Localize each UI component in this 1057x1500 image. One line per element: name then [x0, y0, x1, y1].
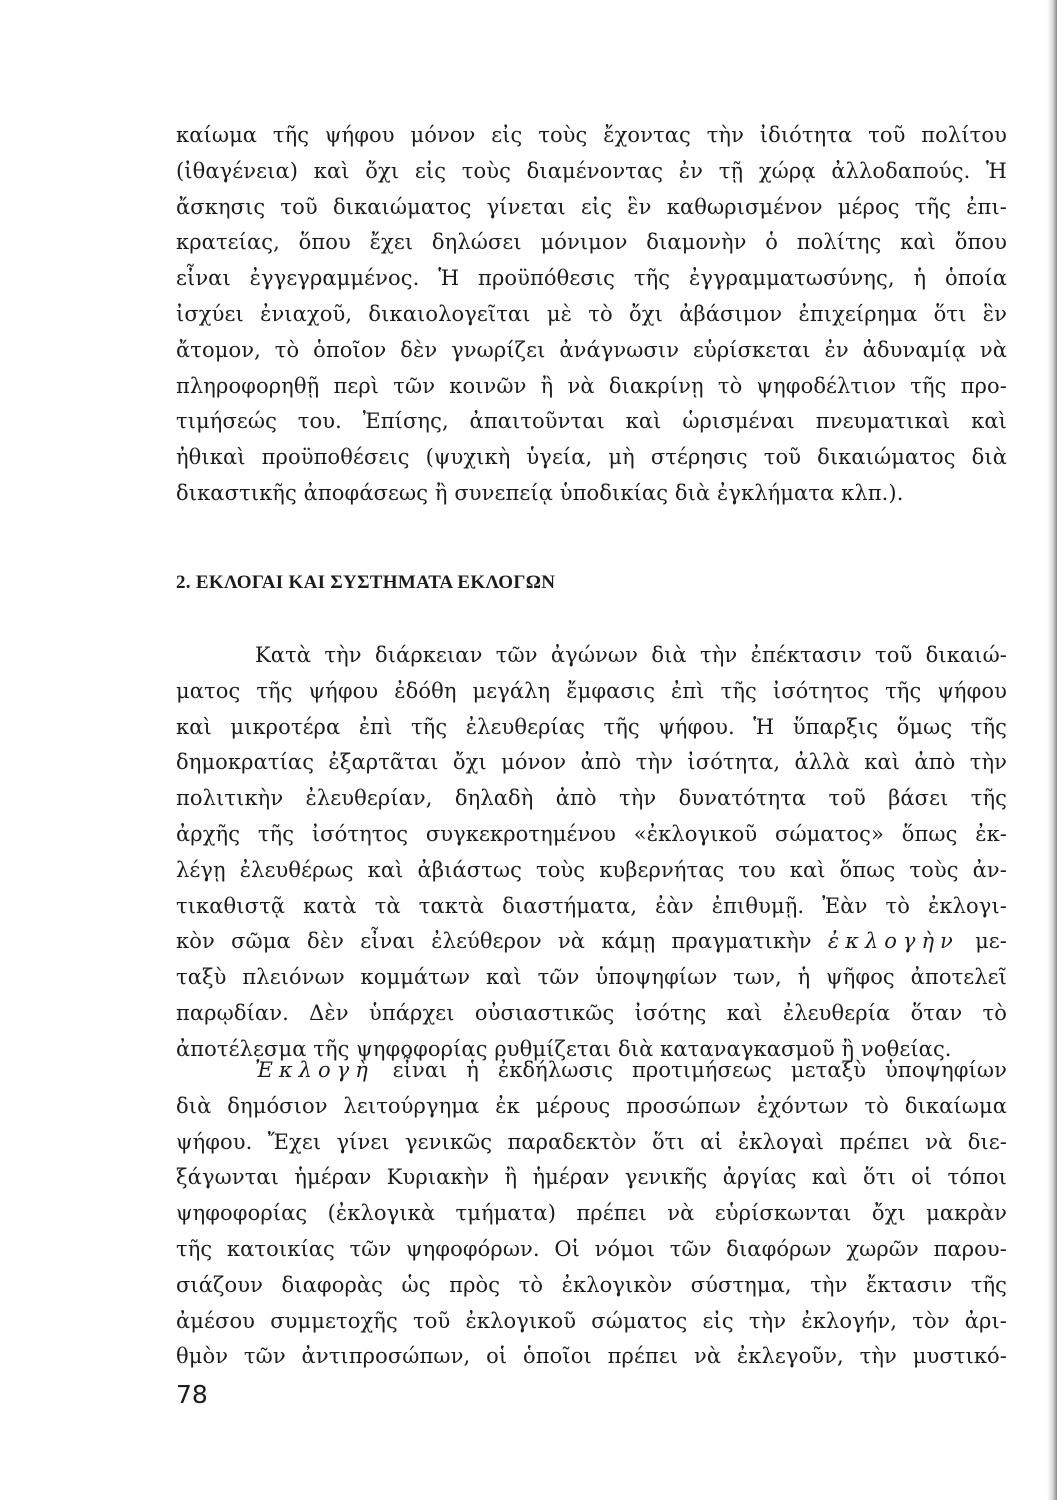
text-line: διὰ δημόσιον λειτούργημα ἐκ μέρους προσώπων ἐχόντων τὸ δικαίωμα: [176, 1093, 1007, 1118]
text-line: θμὸν τῶν ἀντιπροσώπων, οἱ ὁποῖοι πρέπει νὰ ἐκλεγοῦν, τὴν μυστικό-: [176, 1344, 1007, 1369]
text-line: εἶναι ἐγγεγραμμένος. Ἡ προϋπόθεσις τῆς ἐγγραμματωσύνης, ἡ ὁποία: [176, 266, 1007, 291]
paragraph-electoral-freedom: [176, 638, 1007, 1068]
text-line: σιάζουν διαφορὰς ὡς πρὸς τὸ ἐκλογικὸν σύστημα, τὴν ἔκτασιν τῆς: [176, 1272, 1007, 1297]
text-line: ἠθικαὶ προϋποθέσεις (ψυχικὴ ὑγεία, μὴ στέρησις τοῦ δικαιώματος διὰ: [176, 445, 1007, 470]
text-line: λέγῃ ἐλευθέρως καὶ ἀβιάστως τοὺς κυβερνήτας του καὶ ὅπως τοὺς ἀν-: [176, 857, 1007, 882]
text-fragment: με-: [975, 929, 1007, 954]
text-line: ψηφοφορίας (ἐκλογικὰ τμήματα) πρέπει νὰ εὑρίσκωνται ὄχι μακρὰν: [176, 1201, 1007, 1226]
text-line: δημοκρατίας ἐξαρτᾶται ὄχι μόνον ἀπὸ τὴν ἰσότητα, ἀλλὰ καὶ ἀπὸ τὴν: [176, 750, 1007, 775]
text-line: τῆς κατοικίας τῶν ψηφοφόρων. Οἱ νόμοι τῶν διαφόρων χωρῶν παρου-: [176, 1236, 1007, 1261]
text-line: ἄτομον, τὸ ὁποῖον δὲν γνωρίζει ἀνάγνωσιν εὑρίσκεται ἐν ἀδυναμίᾳ νὰ: [176, 337, 1007, 362]
text-line: ἀμέσου συμμετοχῆς τοῦ ἐκλογικοῦ σώματος εἰς τὴν ἐκλογήν, τὸν ἀρι-: [176, 1308, 1007, 1333]
page-edge-shadow: [1047, 0, 1057, 1500]
paragraph-text: [176, 1053, 1007, 1375]
text-fragment: κὸν σῶμα δὲν εἶναι ἐλεύθερον νὰ κάμῃ πραγματικὴν: [176, 929, 812, 954]
emphasized-term: ἐκλογὴν: [827, 929, 959, 954]
text-line: ἄσκησις τοῦ δικαιώματος γίνεται εἰς ἓν καθωρισμένον μέρος τῆς ἐπι-: [176, 194, 1007, 219]
text-line: ταξὺ πλειόνων κομμάτων καὶ τῶν ὑποψηφίων των, ἡ ψῆφος ἀποτελεῖ: [176, 965, 1007, 990]
text-line: [176, 924, 1007, 960]
page-number: 78: [176, 1380, 208, 1409]
text-line: ματος τῆς ψήφου ἐδόθη μεγάλη ἔμφασις ἐπὶ τῆς ἰσότητος τῆς ψήφου: [176, 678, 1007, 703]
text-line: ἀρχῆς τῆς ἰσότητος συγκεκροτημένου «ἐκλογικοῦ σώματος» ὅπως ἐκ-: [176, 821, 1007, 846]
text-fragment: εἶναι ἡ ἐκδήλωσις προτιμήσεως μεταξὺ ὑποψηφίων: [392, 1058, 1007, 1082]
text-line: κρατείας, ὅπου ἔχει δηλώσει μόνιμον διαμονὴν ὁ πολίτης καὶ ὅπου: [176, 230, 1007, 255]
text-line: πολιτικὴν ἐλευθερίαν, δηλαδὴ ἀπὸ τὴν δυνατότητα τοῦ βάσει τῆς: [176, 786, 1007, 811]
text-line: (ἰθαγένεια) καὶ ὄχι εἰς τοὺς διαμένοντας ἐν τῇ χώρᾳ ἀλλοδαπούς. Ἡ: [176, 158, 1007, 183]
text-line: ἰσχύει ἐνιαχοῦ, δικαιολογεῖται μὲ τὸ ὄχι ἀβάσιμον ἐπιχείρημα ὅτι ἓν: [176, 301, 1007, 326]
text-line: καὶ μικροτέρα ἐπὶ τῆς ἐλευθερίας τῆς ψήφου. Ἡ ὕπαρξις ὅμως τῆς: [176, 714, 1007, 739]
text-line: [176, 1053, 1007, 1089]
paragraph-election-definition: [176, 1053, 1007, 1375]
text-line: δικαστικῆς ἀποφάσεως ἢ συνεπείᾳ ὑποδικίας διὰ ἐγκλήματα κλπ.).: [176, 480, 904, 505]
text-line: ἀποτέλεσμα τῆς ψηφοφορίας ρυθμίζεται διὰ καταναγκασμοῦ ἢ νοθείας.: [176, 1036, 952, 1061]
text-line: Κατὰ τὴν διάρκειαν τῶν ἀγώνων διὰ τὴν ἐπέκτασιν τοῦ δικαιώ-: [255, 643, 1007, 667]
text-line: ψήφου. Ἔχει γίνει γενικῶς παραδεκτὸν ὅτι αἱ ἐκλογαὶ πρέπει νὰ διε-: [176, 1129, 1007, 1154]
text-line: ξάγωνται ἡμέραν Κυριακὴν ἢ ἡμέραν γενικῆς ἀργίας καὶ ὅτι οἱ τόποι: [176, 1165, 1007, 1190]
text-line: πληροφορηθῇ περὶ τῶν κοινῶν ἢ νὰ διακρίνῃ τὸ ψηφοδέλτιον τῆς προ-: [176, 373, 1007, 398]
text-line: τικαθιστᾷ κατὰ τὰ τακτὰ διαστήματα, ἐὰν ἐπιθυμῇ. Ἐὰν τὸ ἐκλογι-: [176, 893, 1007, 918]
text-line: παρῳδίαν. Δὲν ὑπάρχει οὐσιαστικῶς ἰσότης καὶ ἐλευθερία ὅταν τὸ: [176, 1000, 1007, 1025]
paragraph-suffrage-conditions: [176, 118, 1007, 512]
text-line: καίωμα τῆς ψήφου μόνον εἰς τοὺς ἔχοντας τὴν ἰδιότητα τοῦ πολίτου: [176, 123, 1007, 147]
emphasized-term: Ἐκλογὴ: [255, 1058, 374, 1082]
text-line: τιμήσεώς του. Ἐπίσης, ἀπαιτοῦνται καὶ ὡρισμέναι πνευματικαὶ καὶ: [176, 409, 1007, 434]
paragraph-text: [176, 638, 1007, 1068]
section-heading: 2. ΕΚΛΟΓΑΙ ΚΑΙ ΣΥΣΤΗΜΑΤΑ ΕΚΛΟΓΩΝ: [176, 572, 556, 593]
paragraph-text: [176, 118, 1007, 512]
